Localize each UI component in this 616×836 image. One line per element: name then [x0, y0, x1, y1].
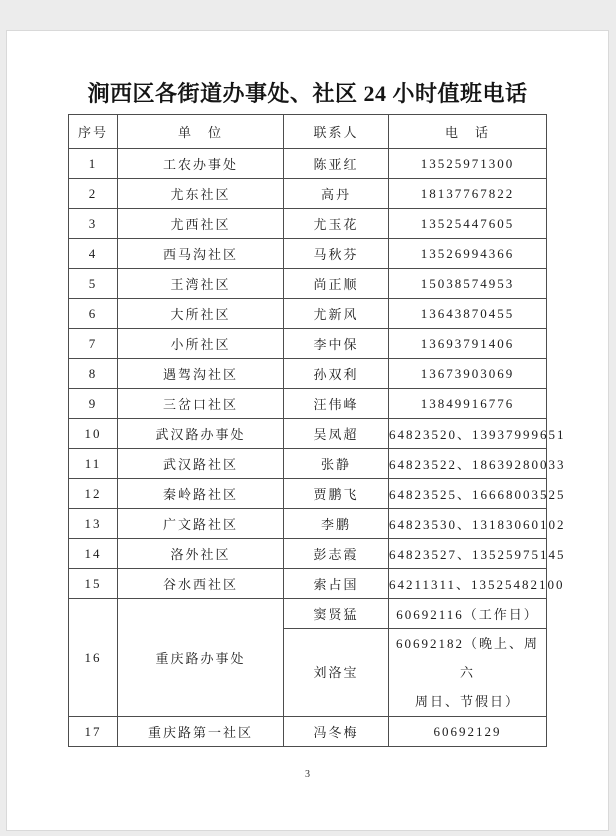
cell-no: 3	[69, 209, 118, 239]
table-row	[69, 479, 547, 509]
cell-no: 17	[69, 717, 118, 747]
table-row	[69, 299, 547, 329]
cell-contact: 马秋芬	[284, 239, 389, 269]
cell-contact: 尚正顺	[284, 269, 389, 299]
cell-phone: 64823525、16668003525	[389, 479, 547, 509]
cell-unit: 洛外社区	[118, 539, 284, 569]
cell-contact: 高丹	[284, 179, 389, 209]
cell-no: 10	[69, 419, 118, 449]
cell-no: 15	[69, 569, 118, 599]
cell-unit: 谷水西社区	[118, 569, 284, 599]
cell-phone: 64823522、18639280033	[389, 449, 547, 479]
table-row	[69, 269, 547, 299]
table-row	[69, 599, 547, 629]
cell-contact: 吴凤超	[284, 419, 389, 449]
page-number: 3	[305, 769, 310, 780]
cell-unit: 大所社区	[118, 299, 284, 329]
cell-no: 14	[69, 539, 118, 569]
cell-contact: 李鹏	[284, 509, 389, 539]
page-title: 涧西区各街道办事处、社区 24 小时值班电话	[87, 81, 528, 106]
cell-contact: 陈亚红	[284, 149, 389, 179]
cell-phone: 13526994366	[389, 239, 547, 269]
cell-unit: 广文路社区	[118, 509, 284, 539]
table-row	[69, 717, 547, 747]
cell-unit: 遇驾沟社区	[118, 359, 284, 389]
cell-contact: 冯冬梅	[284, 717, 389, 747]
column-header-phone: 电 话	[389, 115, 547, 149]
cell-unit: 三岔口社区	[118, 389, 284, 419]
cell-no: 8	[69, 359, 118, 389]
cell-unit: 尤东社区	[118, 179, 284, 209]
cell-contact: 孙双利	[284, 359, 389, 389]
table-row	[69, 179, 547, 209]
cell-contact: 尤玉花	[284, 209, 389, 239]
cell-no: 9	[69, 389, 118, 419]
cell-unit: 重庆路办事处	[118, 599, 284, 717]
cell-phone: 15038574953	[389, 269, 547, 299]
cell-phone: 64823527、13525975145	[389, 539, 547, 569]
column-header-unit: 单 位	[118, 115, 284, 149]
cell-no: 12	[69, 479, 118, 509]
table-row	[69, 149, 547, 179]
table-row	[69, 359, 547, 389]
table-row	[69, 239, 547, 269]
cell-phone: 13643870455	[389, 299, 547, 329]
cell-unit: 工农办事处	[118, 149, 284, 179]
cell-contact: 彭志霞	[284, 539, 389, 569]
table-row	[69, 569, 547, 599]
cell-unit: 秦岭路社区	[118, 479, 284, 509]
cell-unit: 重庆路第一社区	[118, 717, 284, 747]
cell-no: 6	[69, 299, 118, 329]
table-row	[69, 539, 547, 569]
cell-no: 5	[69, 269, 118, 299]
cell-unit: 武汉路社区	[118, 449, 284, 479]
cell-contact: 汪伟峰	[284, 389, 389, 419]
cell-phone: 18137767822	[389, 179, 547, 209]
cell-phone: 13673903069	[389, 359, 547, 389]
cell-unit: 尤西社区	[118, 209, 284, 239]
cell-contact: 窦贤猛	[284, 599, 389, 629]
cell-no: 1	[69, 149, 118, 179]
cell-no: 7	[69, 329, 118, 359]
table-row	[69, 449, 547, 479]
table-row	[69, 209, 547, 239]
document-page	[6, 30, 609, 831]
cell-contact: 刘洛宝	[284, 629, 389, 717]
cell-phone: 60692182（晚上、周六 周日、节假日）	[389, 629, 547, 717]
duty-phone-table	[68, 114, 566, 747]
cell-phone: 13849916776	[389, 389, 547, 419]
cell-no: 13	[69, 509, 118, 539]
cell-phone: 64823520、13937999651	[389, 419, 547, 449]
cell-phone: 60692129	[389, 717, 547, 747]
cell-contact: 张静	[284, 449, 389, 479]
cell-no: 16	[69, 599, 118, 717]
cell-unit: 武汉路办事处	[118, 419, 284, 449]
cell-no: 4	[69, 239, 118, 269]
table-row	[69, 329, 547, 359]
cell-unit: 西马沟社区	[118, 239, 284, 269]
cell-phone: 13525447605	[389, 209, 547, 239]
cell-contact: 贾鹏飞	[284, 479, 389, 509]
table-row	[69, 419, 547, 449]
cell-phone: 64823530、13183060102	[389, 509, 547, 539]
cell-no: 11	[69, 449, 118, 479]
cell-unit: 小所社区	[118, 329, 284, 359]
cell-phone: 64211311、13525482100	[389, 569, 547, 599]
column-header-contact: 联系人	[284, 115, 389, 149]
cell-contact: 索占国	[284, 569, 389, 599]
cell-contact: 李中保	[284, 329, 389, 359]
table-row	[69, 389, 547, 419]
cell-phone: 60692116（工作日）	[389, 599, 547, 629]
table-row	[69, 509, 547, 539]
table-header-row	[69, 115, 547, 149]
cell-contact: 尤新风	[284, 299, 389, 329]
column-header-no: 序号	[69, 115, 118, 149]
cell-unit: 王湾社区	[118, 269, 284, 299]
cell-phone: 13525971300	[389, 149, 547, 179]
cell-no: 2	[69, 179, 118, 209]
cell-phone: 13693791406	[389, 329, 547, 359]
